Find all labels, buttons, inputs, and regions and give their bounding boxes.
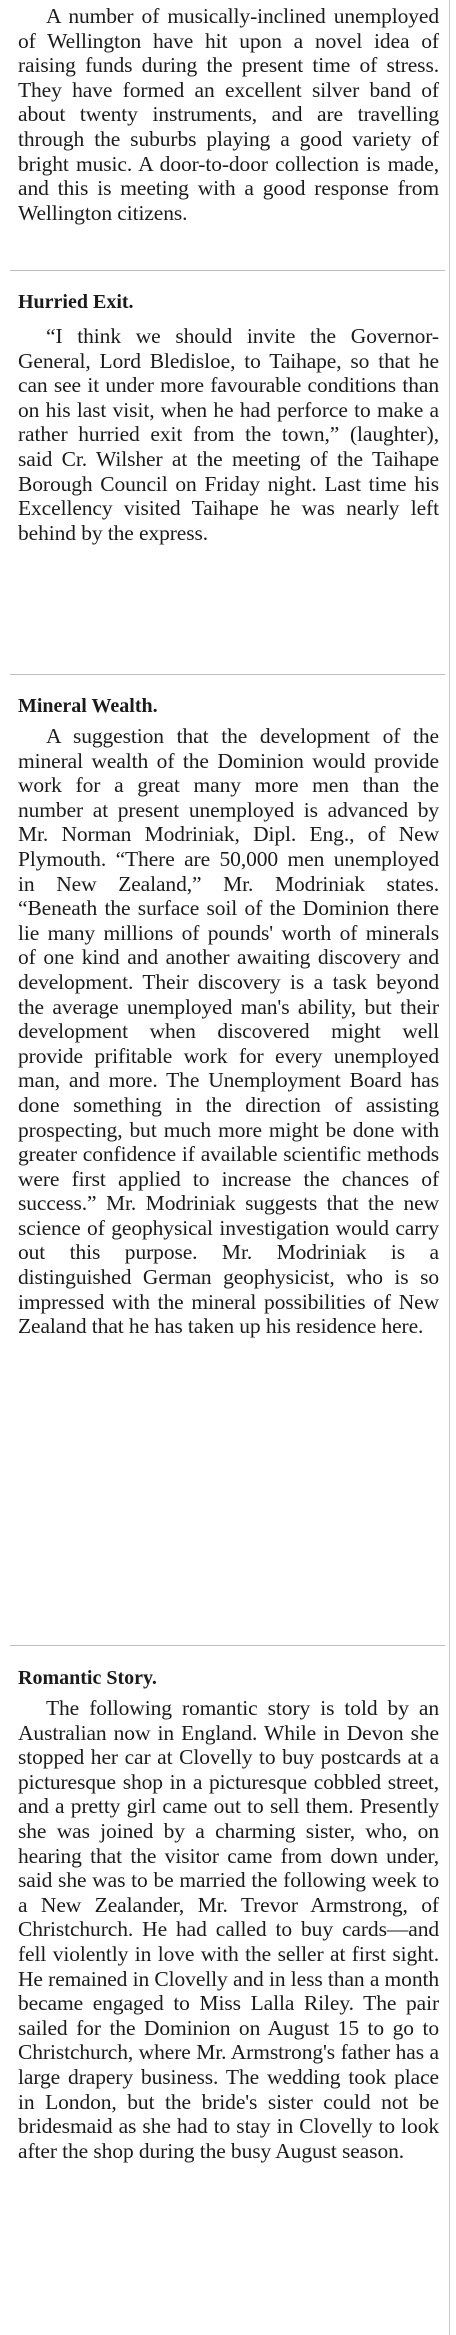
article-heading: Romantic Story.	[18, 1667, 157, 1689]
article-divider	[10, 674, 445, 675]
article-hurried-exit	[6, 290, 449, 545]
article-mineral-wealth	[6, 694, 449, 1339]
article-divider	[10, 270, 445, 271]
article-body: “I think we should invite the Governor-General, Lord Bledisloe, to Taihape, so that he can see it under more favourable conditions than on his last visit, when he had perforce to make a rather hurried exit from the town,” (laughter), said Cr. Wilsher at the meeting of the Taihape Borough Council on Friday night. Last time his Excellency visited Taihape he was nearly left behind by the express.	[18, 324, 439, 545]
article-heading: Mineral Wealth.	[18, 695, 158, 717]
newspaper-column	[6, 0, 450, 2335]
article-body: A number of musically-inclined unemployed of Wellington have hit upon a novel idea of raising funds during the present time of stress. They have formed an excellent silver band of about twenty instruments, and are travelling through the suburbs playing a good variety of bright music. A door-to-door collection is made, and this is meeting with a good response from Wellington citizens.	[18, 4, 439, 225]
article-heading: Hurried Exit.	[18, 291, 134, 313]
article-romantic-story	[6, 1666, 449, 2163]
article-body: A suggestion that the development of the mineral wealth of the Dominion would provide work for a great many more men than the number at present unemployed is advanced by Mr. Norman Modriniak, Dipl. Eng., of New Plymouth. “There are 50,000 men unemployed in New Zealand,” Mr. Modriniak states. “Beneath the surface soil of the Dominion there lie many millions of pounds' worth of minerals of one kind and another awaiting discovery and development. Their discovery is a task beyond the average unemployed man's ability, but their development when discovered might well provide prifitable work for every unemployed man, and more. The Unemployment Board has done something in the direction of assisting prospecting, but much more might be done with greater confidence if available scientific methods were first applied to increase the chances of success.” Mr. Modriniak suggests that the new science of geophysical investigation would carry out this purpose. Mr. Modriniak is a distinguished German geophysicist, who is so impressed with the mineral possibilities of New Zealand that he has taken up his residence here.	[18, 724, 439, 1339]
article-unemployed-band	[6, 4, 449, 225]
article-divider	[10, 1645, 445, 1646]
article-body: The following romantic story is told by an Australian now in England. While in Devon she stopped her car at Clovelly to buy postcards at a picturesque shop in a picturesque cobbled street, and a pretty girl came out to sell them. Presently she was joined by a charming sister, who, on hearing that the visitor came from down under, said she was to be married the following week to a New Zealander, Mr. Trevor Armstrong, of Christchurch. He had called to buy cards—and fell violently in love with the seller at first sight. He remained in Clovelly and in less than a month became engaged to Miss Lalla Riley. The pair sailed for the Dominion on August 15 to go to Christchurch, where Mr. Armstrong's father has a large drapery business. The wedding took place in London, but the bride's sister could not be bridesmaid as she had to stay in Clovelly to look after the shop during the busy August season.	[18, 1696, 439, 2163]
